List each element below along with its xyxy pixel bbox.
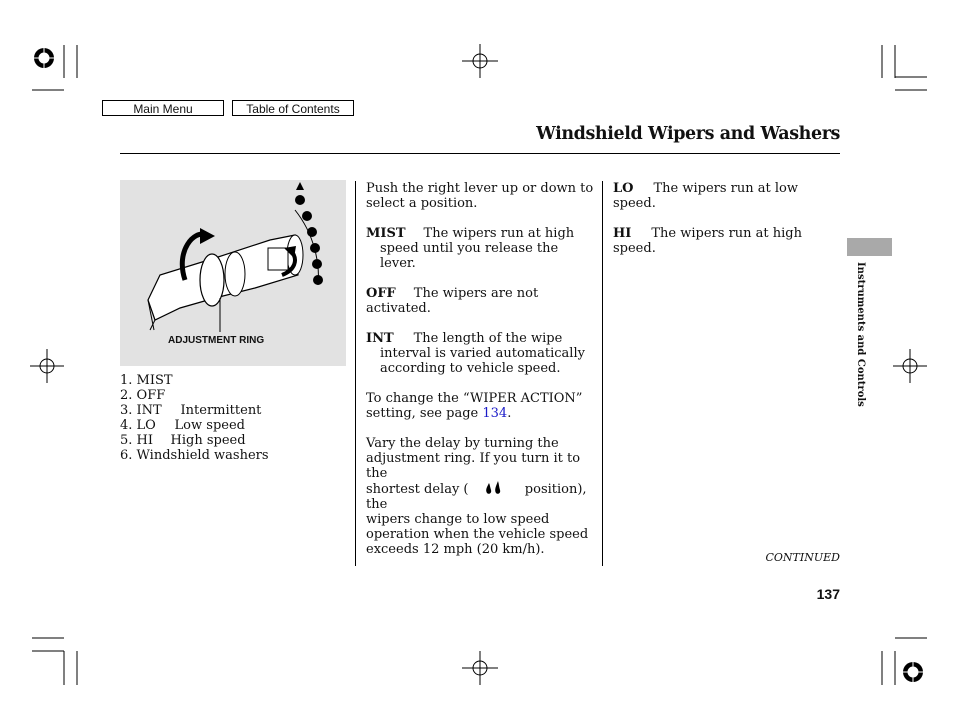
legend-item: 3. INT Intermittent (120, 403, 262, 418)
page-134-link[interactable]: 134 (482, 406, 508, 421)
continued-label: CONTINUED (765, 551, 840, 564)
right-column (613, 181, 838, 256)
table-of-contents-button[interactable]: Table of Contents (232, 100, 354, 116)
page-title: Windshield Wipers and Washers (536, 124, 840, 144)
off-entry: OFF The wipers are not activated. (366, 286, 539, 316)
intro-text: Push the right lever up or down to select a position. (366, 181, 594, 211)
main-menu-button[interactable]: Main Menu (102, 100, 224, 116)
wiper-lever-illustration (120, 180, 346, 366)
column-divider-1 (355, 181, 356, 566)
legend-item: 4. LO Low speed (120, 418, 245, 433)
adjustment-ring-label: ADJUSTMENT RING (168, 335, 265, 346)
legend-item: 5. HI High speed (120, 433, 246, 448)
legend-item: 1. MIST (120, 373, 173, 388)
lo-entry: LO The wipers run at low speed. (613, 181, 798, 211)
legend-item: 2. OFF (120, 388, 166, 403)
middle-column (366, 181, 598, 557)
column-divider-2 (602, 181, 603, 566)
hi-entry: HI The wipers run at high speed. (613, 226, 802, 256)
mist-entry: MIST The wipers run at high speed until you release the lever. (366, 226, 575, 271)
page-number: 137 (816, 586, 840, 602)
section-tab-label: Instruments and Controls (855, 262, 866, 407)
wiper-action-note: To change the “WIPER ACTION” setting, see page 134. (366, 391, 583, 421)
position-legend (120, 373, 350, 463)
title-rule (120, 153, 840, 154)
section-tab (847, 238, 892, 256)
delay-paragraph: Vary the delay by turning the adjustment ring. If you turn it to the shortest delay ( position), the wipers change to low speed operation when the vehicle speed exceeds 12 mph (20 km/h). (366, 436, 589, 557)
legend-item: 6. Windshield washers (120, 448, 269, 463)
int-entry: INT The length of the wipe interval is varied automatically according to vehicle speed. (366, 331, 585, 376)
short-delay-icon (485, 481, 505, 495)
